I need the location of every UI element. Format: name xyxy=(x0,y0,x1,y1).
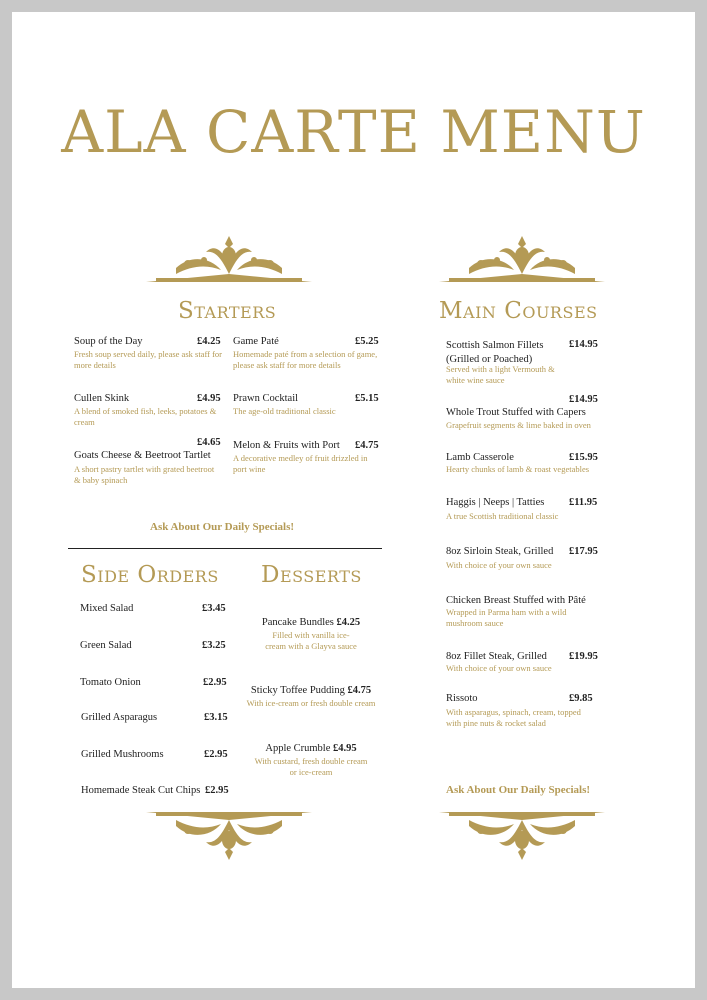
item-name: Tomato Onion xyxy=(80,677,141,688)
item-description: With choice of your own sauce xyxy=(446,560,552,570)
item-name: Homemade Steak Cut Chips xyxy=(81,785,201,796)
item-name: Grilled Asparagus xyxy=(81,712,158,723)
item-price: £5.15 xyxy=(355,393,379,404)
item-price: £3.15 xyxy=(204,712,228,723)
item-name: Melon & Fruits with Port xyxy=(233,440,340,451)
item-name-line xyxy=(236,743,386,754)
item-price: £4.75 xyxy=(347,685,372,696)
item-description: A blend of smoked fish, leeks, potatoes & cream xyxy=(74,406,217,427)
item-price: £4.25 xyxy=(336,617,361,628)
ornament-top-right xyxy=(439,234,605,284)
item-name: Cullen Skink xyxy=(74,393,130,404)
item-name: Chicken Breast Stuffed with Pâté xyxy=(446,595,586,606)
item-price: £2.95 xyxy=(203,677,227,688)
item-name: Mixed Salad xyxy=(80,603,134,614)
desserts-heading: Desserts xyxy=(261,562,362,588)
ornament-top-left xyxy=(146,234,312,284)
item-description: Served with a light Vermouth & white wine sauce xyxy=(446,364,555,385)
item-name-line xyxy=(236,617,386,628)
item-description: Grapefruit segments & lime baked in oven xyxy=(446,420,591,430)
item-description: With choice of your own sauce xyxy=(446,663,552,673)
item-name: Pancake Bundles xyxy=(261,617,334,628)
item-description: With asparagus, spinach, cream, topped with pine nuts & rocket salad xyxy=(446,707,581,728)
item-name: Game Paté xyxy=(233,336,279,347)
item-name: Soup of the Day xyxy=(74,336,143,347)
item-description: Filled with vanilla ice-cream with a Glayva sauce xyxy=(265,630,357,651)
item-price: £11.95 xyxy=(569,497,598,508)
item-price: £15.95 xyxy=(569,452,598,463)
ornament-bottom-left xyxy=(146,810,312,862)
item-description: With custard, fresh double cream or ice-cream xyxy=(254,756,368,777)
item-name: Lamb Casserole xyxy=(446,452,514,463)
item-name: Goats Cheese & Beetroot Tartlet xyxy=(74,450,211,461)
item-description: Wrapped in Parma ham with a wild mushroom sauce xyxy=(446,607,567,628)
item-price: £4.95 xyxy=(197,393,221,404)
item-price: £14.95 xyxy=(569,339,598,350)
item-name: Apple Crumble xyxy=(265,743,331,754)
item-description: With ice-cream or fresh double cream xyxy=(246,698,376,708)
menu-title: ALA CARTE MENU xyxy=(61,98,646,166)
item-description: Homemade paté from a selection of game, please ask staff for more details xyxy=(233,349,378,370)
item-description: A decorative medley of fruit drizzled in port wine xyxy=(233,453,368,474)
item-name: Haggis | Neeps | Tatties xyxy=(446,497,545,508)
item-name: Rissoto xyxy=(446,693,478,704)
item-price: £4.75 xyxy=(355,440,379,451)
item-description: A short pastry tartlet with grated beetroot & baby spinach xyxy=(74,464,215,485)
item-description: The age-old traditional classic xyxy=(233,406,336,416)
item-price: £4.95 xyxy=(333,743,357,754)
item-name: Prawn Cocktail xyxy=(233,393,299,404)
item-name: 8oz Sirloin Steak, Grilled xyxy=(446,546,554,557)
item-name: 8oz Fillet Steak, Grilled xyxy=(446,651,547,662)
item-price: £5.25 xyxy=(355,336,379,347)
item-price: £4.25 xyxy=(197,336,221,347)
item-price: £9.85 xyxy=(569,693,593,704)
item-name-line xyxy=(236,685,386,696)
main-courses-heading: Main Courses xyxy=(439,298,598,324)
item-price: £4.65 xyxy=(197,437,221,448)
item-name: Sticky Toffee Pudding xyxy=(250,685,345,696)
item-price: £2.95 xyxy=(205,785,229,796)
item-name: Green Salad xyxy=(80,640,132,651)
item-price: £3.25 xyxy=(202,640,226,651)
item-name: Whole Trout Stuffed with Capers xyxy=(446,407,586,418)
ornament-bottom-right xyxy=(439,810,605,862)
item-price: £14.95 xyxy=(569,394,598,405)
item-description: Fresh soup served daily, please ask staff for more details xyxy=(74,349,223,370)
item-name: Scottish Salmon Fillets (Grilled or Poached) xyxy=(446,340,544,365)
item-name: Grilled Mushrooms xyxy=(81,749,164,760)
item-description: A true Scottish traditional classic xyxy=(446,511,559,521)
item-price: £3.45 xyxy=(202,603,226,614)
item-description: Hearty chunks of lamb & roast vegetables xyxy=(446,464,590,474)
side-orders-heading: Side Orders xyxy=(81,562,219,588)
starters-heading: Starters xyxy=(178,298,277,324)
daily-specials-note: Ask About Our Daily Specials! xyxy=(150,521,295,533)
section-divider xyxy=(68,548,382,549)
daily-specials-note: Ask About Our Daily Specials! xyxy=(446,784,591,796)
item-price: £2.95 xyxy=(204,749,228,760)
item-price: £17.95 xyxy=(569,546,598,557)
item-price: £19.95 xyxy=(569,651,598,662)
